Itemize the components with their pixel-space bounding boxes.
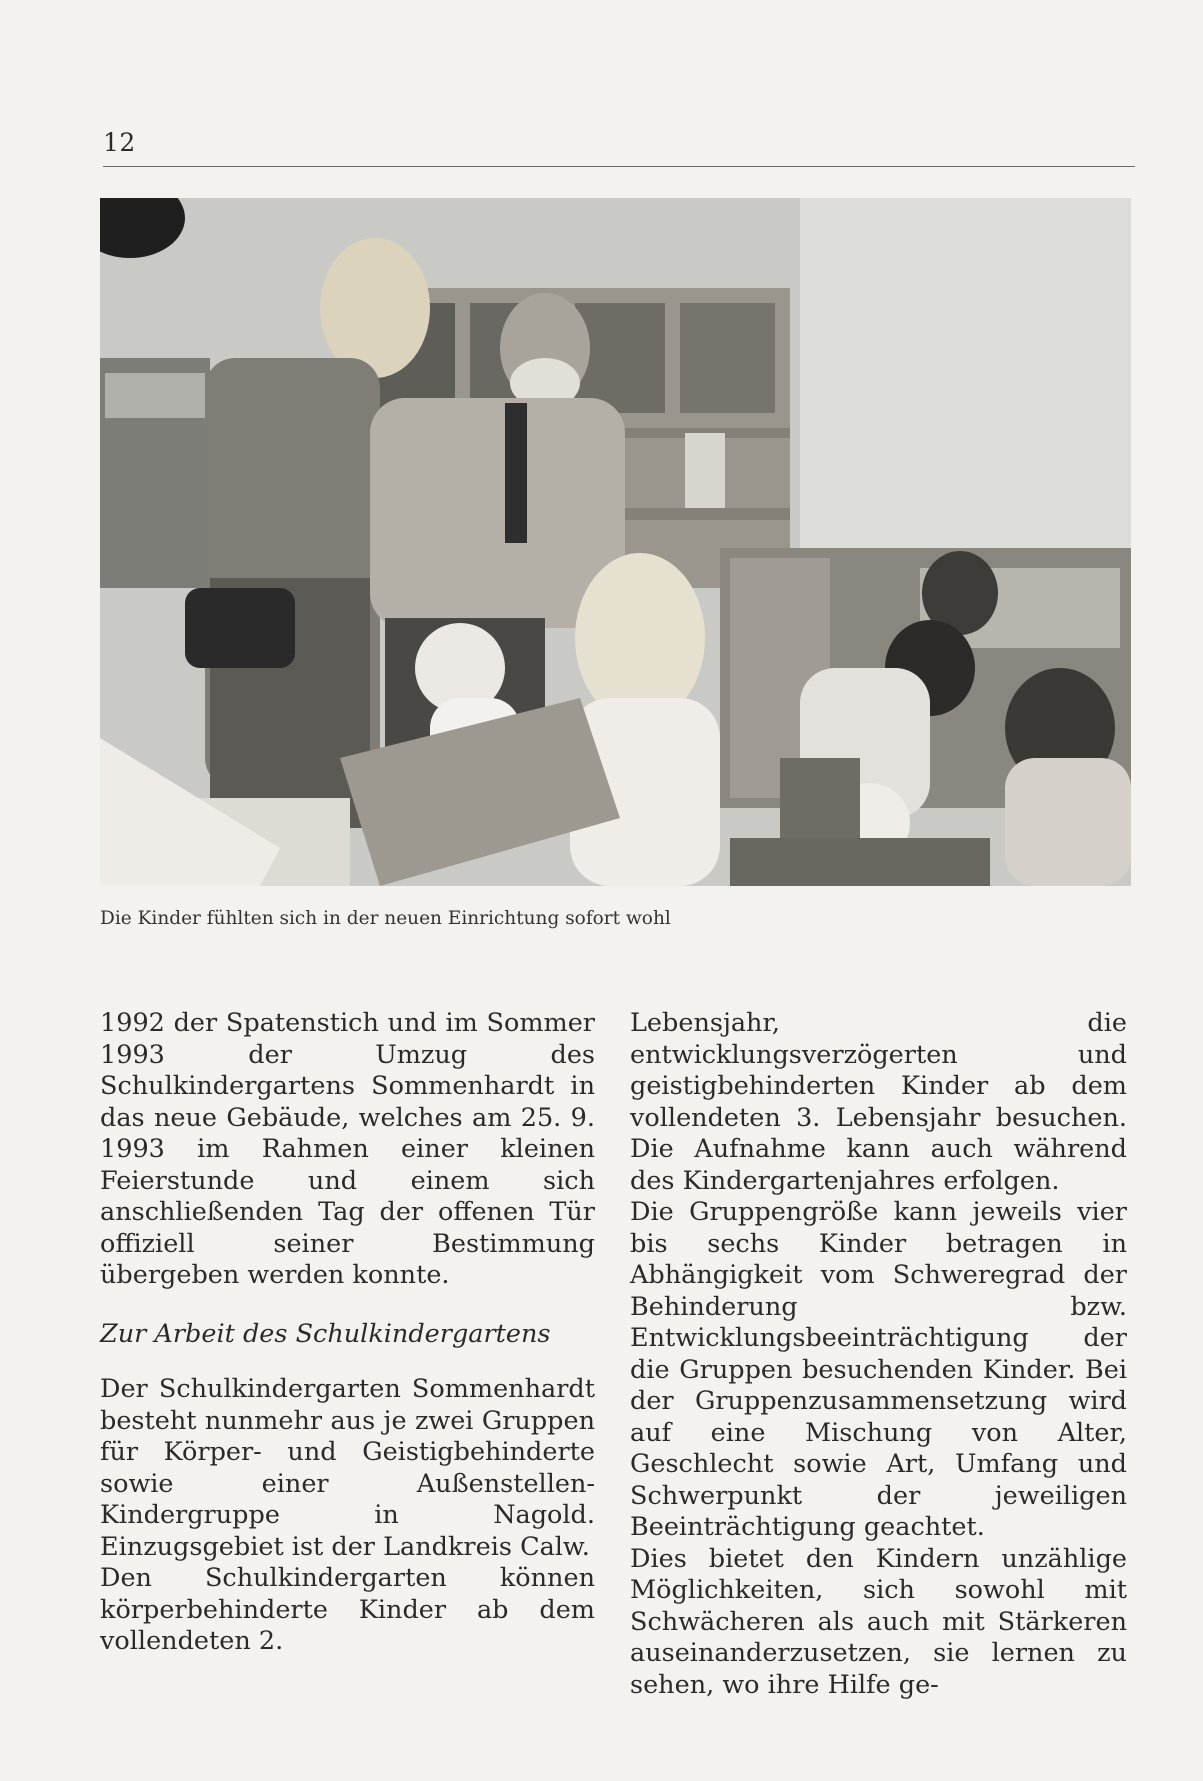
paragraph: Dies bietet den Kindern unzählige Möglichkeiten, sich sowohl mit Schwächeren als auch mit Stärkeren auseinanderzusetzen, sie lernen zu sehen, wo ihre Hilfe ge- <box>630 1543 1127 1700</box>
paragraph: Lebensjahr, die entwicklungsverzögerten und geistigbehinderten Kinder ab dem vollendeten 3. Lebensjahr besuchen. Die Aufnahme kann auch während des Kindergartenjahres erfolgen. <box>630 1008 1127 1196</box>
paragraph: Der Schulkindergarten Sommenhardt besteht nunmehr aus je zwei Gruppen für Körper- und Geistigbehinderte sowie einer Außenstellen-Kindergruppe in Nagold. Einzugsgebiet ist der Landkreis Calw. <box>100 1374 595 1562</box>
header-rule <box>103 166 1135 167</box>
paragraph: 1992 der Spatenstich und im Sommer 1993 der Umzug des Schulkindergartens Sommenhardt in das neue Gebäude, welches am 25. 9. 1993 im Rahmen einer kleinen Feierstunde und einem sich anschließenden Tag der offenen Tür offiziell seiner Bestimmung übergeben werden konnte. <box>100 1008 595 1290</box>
page-number: 12 <box>103 128 136 157</box>
photo-illustration <box>100 198 1131 886</box>
photo-caption: Die Kinder fühlten sich in der neuen Einrichtung sofort wohl <box>100 908 671 929</box>
paragraph: Die Gruppengröße kann jeweils vier bis sechs Kinder betragen in Abhängigkeit vom Schweregrad der Behinderung bzw. Entwicklungsbeeinträchtigung der die Gruppen besuchenden Kinder. Bei der Gruppenzusammensetzung wird auf eine Mischung von Alter, Geschlecht sowie Art, Umfang und Schwerpunkt der jeweiligen Beeinträchtigung geachtet. <box>630 1197 1127 1542</box>
photo <box>100 198 1131 886</box>
left-column <box>100 1008 595 1658</box>
paragraph: Den Schulkindergarten können körperbehinderte Kinder ab dem vollendeten 2. <box>100 1563 595 1656</box>
section-heading: Zur Arbeit des Schulkindergartens <box>100 1318 551 1349</box>
right-column <box>630 1008 1127 1701</box>
